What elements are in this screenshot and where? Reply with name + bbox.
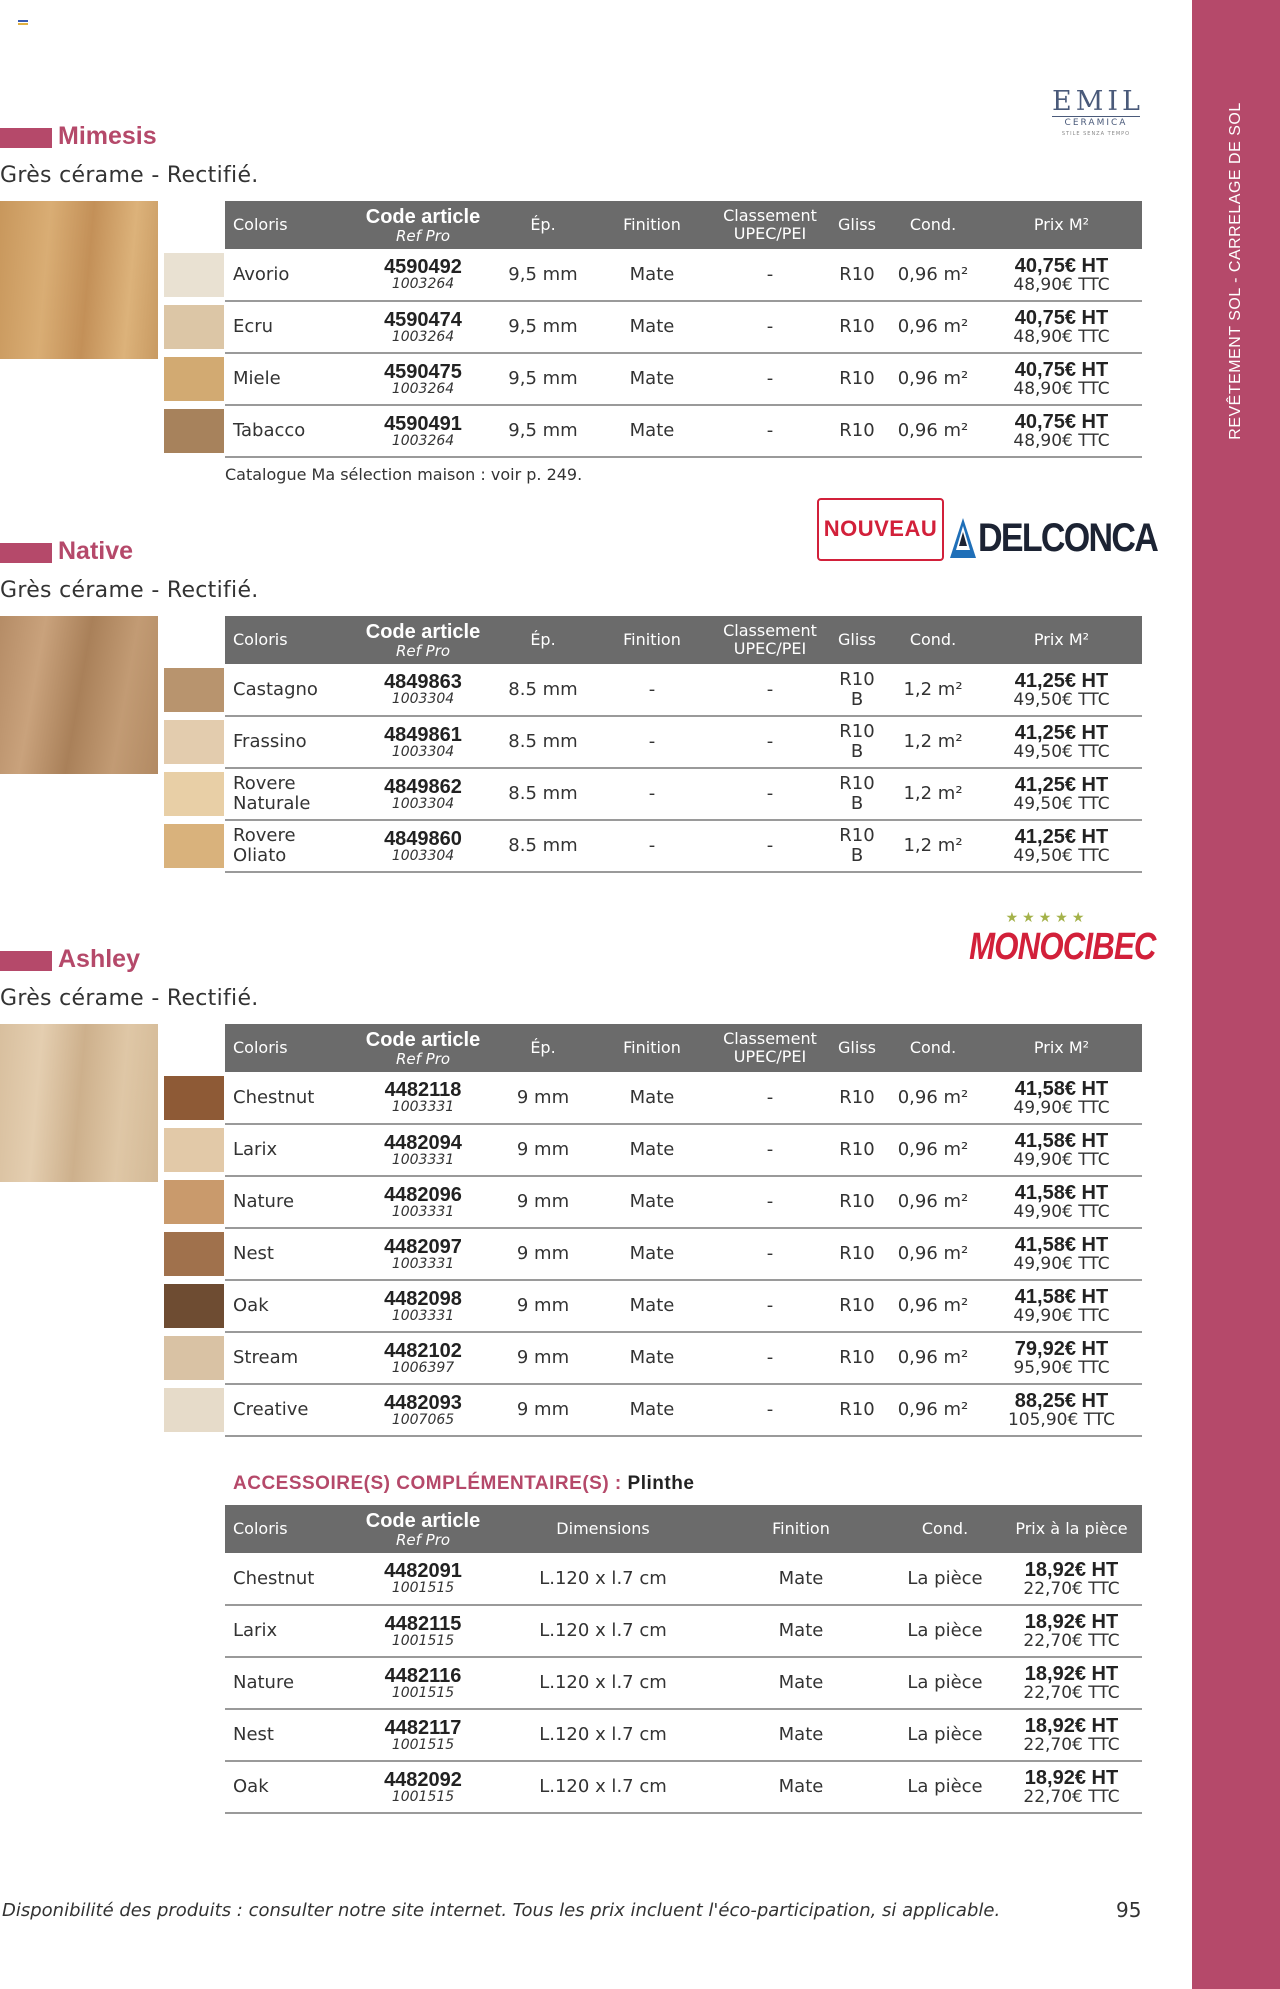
cell-classement: - xyxy=(711,1384,829,1436)
cell-dimensions: L.120 x l.7 cm xyxy=(493,1709,713,1761)
table-row xyxy=(225,1709,1142,1761)
cell-finition: - xyxy=(593,716,711,768)
footer-disclaimer: Disponibilité des produits : consulter notre site internet. Tous les prix incluent l'éco-participation, si applicable. xyxy=(2,1900,1001,1921)
cell-code: 4482097 1003331 xyxy=(353,1228,493,1280)
ashley-table xyxy=(225,1024,1142,1437)
cell-prix: 41,25€ HT 49,50€ TTC xyxy=(981,716,1142,768)
cell-dimensions: L.120 x l.7 cm xyxy=(493,1553,713,1605)
col-prix: Prix M² xyxy=(981,1024,1142,1072)
cell-cond: 1,2 m² xyxy=(885,820,981,872)
color-swatch xyxy=(164,305,224,349)
ashley-subtitle: Grès cérame - Rectifié. xyxy=(0,986,259,1011)
table-row xyxy=(225,1228,1142,1280)
cell-code: 4482118 1003331 xyxy=(353,1072,493,1124)
section-marker xyxy=(0,951,52,971)
cell-dimensions: L.120 x l.7 cm xyxy=(493,1605,713,1657)
cell-finition: Mate xyxy=(593,405,711,457)
cell-prix: 40,75€ HT 48,90€ TTC xyxy=(981,405,1142,457)
cell-ep: 9 mm xyxy=(493,1228,593,1280)
col-classement: Classement UPEC/PEI xyxy=(711,1024,829,1072)
cell-ep: 9 mm xyxy=(493,1280,593,1332)
color-swatch xyxy=(164,824,224,868)
cell-finition: Mate xyxy=(593,1228,711,1280)
cell-code: 4482115 1001515 xyxy=(353,1605,493,1657)
cell-coloris: Rovere Naturale xyxy=(225,768,353,820)
cell-prix: 41,58€ HT 49,90€ TTC xyxy=(981,1228,1142,1280)
cell-prix: 41,58€ HT 49,90€ TTC xyxy=(981,1124,1142,1176)
cell-gliss: R10 xyxy=(829,301,885,353)
cell-cond: La pièce xyxy=(889,1709,1001,1761)
table-row xyxy=(225,820,1142,872)
cell-cond: 0,96 m² xyxy=(885,1280,981,1332)
table-row xyxy=(225,664,1142,716)
monocibec-logo: ★★★★★ MONOCIBEC xyxy=(952,910,1142,969)
col-dimensions: Dimensions xyxy=(493,1505,713,1553)
cell-coloris: Stream xyxy=(225,1332,353,1384)
cell-finition: - xyxy=(593,768,711,820)
cell-cond: 0,96 m² xyxy=(885,353,981,405)
cell-ep: 9,5 mm xyxy=(493,301,593,353)
cell-code: 4849861 1003304 xyxy=(353,716,493,768)
mimesis-subtitle: Grès cérame - Rectifié. xyxy=(0,163,259,188)
cell-finition: Mate xyxy=(713,1709,889,1761)
cell-prix: 40,75€ HT 48,90€ TTC xyxy=(981,301,1142,353)
cell-ep: 9 mm xyxy=(493,1124,593,1176)
cell-prix: 18,92€ HT 22,70€ TTC xyxy=(1001,1605,1142,1657)
col-finition: Finition xyxy=(593,1024,711,1072)
color-swatch xyxy=(164,1180,224,1224)
cell-code: 4482098 1003331 xyxy=(353,1280,493,1332)
cell-coloris: Creative xyxy=(225,1384,353,1436)
table-row xyxy=(225,249,1142,301)
cell-dimensions: L.120 x l.7 cm xyxy=(493,1657,713,1709)
cell-prix: 88,25€ HT 105,90€ TTC xyxy=(981,1384,1142,1436)
cell-finition: Mate xyxy=(593,301,711,353)
cell-finition: - xyxy=(593,664,711,716)
cell-prix: 41,58€ HT 49,90€ TTC xyxy=(981,1176,1142,1228)
cell-classement: - xyxy=(711,664,829,716)
cell-gliss: R10 B xyxy=(829,768,885,820)
color-swatch xyxy=(164,409,224,453)
cell-coloris: Nature xyxy=(225,1176,353,1228)
cell-code: 4849862 1003304 xyxy=(353,768,493,820)
col-cond: Cond. xyxy=(885,201,981,249)
cell-coloris: Oak xyxy=(225,1761,353,1813)
col-coloris: Coloris xyxy=(225,1505,353,1553)
cell-cond: 0,96 m² xyxy=(885,1124,981,1176)
cell-gliss: R10 xyxy=(829,1332,885,1384)
cell-ep: 9 mm xyxy=(493,1176,593,1228)
cell-ep: 9,5 mm xyxy=(493,405,593,457)
cell-coloris: Ecru xyxy=(225,301,353,353)
cell-gliss: R10 B xyxy=(829,716,885,768)
cell-cond: 0,96 m² xyxy=(885,405,981,457)
cell-coloris: Tabacco xyxy=(225,405,353,457)
cell-cond: 0,96 m² xyxy=(885,249,981,301)
cell-finition: Mate xyxy=(593,1072,711,1124)
color-swatch xyxy=(164,1284,224,1328)
cell-finition: Mate xyxy=(713,1761,889,1813)
col-cond: Cond. xyxy=(889,1505,1001,1553)
cell-cond: 0,96 m² xyxy=(885,1384,981,1436)
cell-classement: - xyxy=(711,1280,829,1332)
col-cond: Cond. xyxy=(885,1024,981,1072)
cell-coloris: Oak xyxy=(225,1280,353,1332)
col-ep: Ép. xyxy=(493,201,593,249)
cell-code: 4590491 1003264 xyxy=(353,405,493,457)
table-row xyxy=(225,353,1142,405)
cell-code: 4590475 1003264 xyxy=(353,353,493,405)
cell-code: 4849860 1003304 xyxy=(353,820,493,872)
col-code: Code article Ref Pro xyxy=(353,1505,493,1553)
cell-cond: La pièce xyxy=(889,1605,1001,1657)
cell-code: 4482116 1001515 xyxy=(353,1657,493,1709)
cell-finition: Mate xyxy=(593,1280,711,1332)
cell-coloris: Castagno xyxy=(225,664,353,716)
cell-coloris: Nest xyxy=(225,1709,353,1761)
col-classement: Classement UPEC/PEI xyxy=(711,616,829,664)
native-texture-image xyxy=(0,616,158,774)
cell-prix: 41,25€ HT 49,50€ TTC xyxy=(981,768,1142,820)
cell-cond: 1,2 m² xyxy=(885,716,981,768)
cell-ep: 9,5 mm xyxy=(493,249,593,301)
cell-finition: Mate xyxy=(713,1657,889,1709)
cell-classement: - xyxy=(711,1072,829,1124)
col-ep: Ép. xyxy=(493,616,593,664)
cell-coloris: Avorio xyxy=(225,249,353,301)
cell-gliss: R10 B xyxy=(829,820,885,872)
cell-code: 4590492 1003264 xyxy=(353,249,493,301)
delconca-mark-icon xyxy=(950,518,976,558)
cell-coloris: Chestnut xyxy=(225,1072,353,1124)
mimesis-texture-image xyxy=(0,201,158,359)
delconca-logo: DELCONCA xyxy=(950,516,1189,560)
native-table xyxy=(225,616,1142,873)
cell-cond: La pièce xyxy=(889,1761,1001,1813)
cell-code: 4482091 1001515 xyxy=(353,1553,493,1605)
cell-prix: 41,25€ HT 49,50€ TTC xyxy=(981,664,1142,716)
cell-coloris: Nature xyxy=(225,1657,353,1709)
cell-classement: - xyxy=(711,249,829,301)
cell-finition: Mate xyxy=(593,1384,711,1436)
col-gliss: Gliss xyxy=(829,1024,885,1072)
col-cond: Cond. xyxy=(885,616,981,664)
cell-coloris: Chestnut xyxy=(225,1553,353,1605)
cell-gliss: R10 xyxy=(829,405,885,457)
table-row xyxy=(225,1280,1142,1332)
mimesis-title: Mimesis xyxy=(58,122,157,150)
cell-coloris: Larix xyxy=(225,1124,353,1176)
col-finition: Finition xyxy=(593,201,711,249)
cell-gliss: R10 xyxy=(829,1228,885,1280)
cell-gliss: R10 xyxy=(829,353,885,405)
accessories-table xyxy=(225,1505,1142,1814)
cell-classement: - xyxy=(711,1228,829,1280)
color-swatch xyxy=(164,357,224,401)
cell-classement: - xyxy=(711,1124,829,1176)
cell-classement: - xyxy=(711,353,829,405)
cell-prix: 41,58€ HT 49,90€ TTC xyxy=(981,1072,1142,1124)
table-row xyxy=(225,716,1142,768)
emil-ceramica-logo: EMIL CERAMICA STILE SENZA TEMPO xyxy=(1052,86,1144,137)
cell-gliss: R10 xyxy=(829,249,885,301)
cell-cond: 0,96 m² xyxy=(885,1228,981,1280)
cell-classement: - xyxy=(711,820,829,872)
cell-ep: 8.5 mm xyxy=(493,664,593,716)
col-coloris: Coloris xyxy=(225,616,353,664)
color-swatch xyxy=(164,1388,224,1432)
table-row xyxy=(225,405,1142,457)
cell-cond: 0,96 m² xyxy=(885,301,981,353)
cell-cond: 0,96 m² xyxy=(885,1332,981,1384)
col-prix: Prix M² xyxy=(981,616,1142,664)
cell-finition: Mate xyxy=(593,1332,711,1384)
cell-cond: La pièce xyxy=(889,1657,1001,1709)
cell-ep: 9 mm xyxy=(493,1384,593,1436)
cell-cond: 1,2 m² xyxy=(885,768,981,820)
cell-dimensions: L.120 x l.7 cm xyxy=(493,1761,713,1813)
cell-finition: Mate xyxy=(593,1124,711,1176)
cell-gliss: R10 xyxy=(829,1280,885,1332)
cell-ep: 9 mm xyxy=(493,1332,593,1384)
new-badge: NOUVEAU xyxy=(817,498,944,561)
col-prix: Prix M² xyxy=(981,201,1142,249)
cell-gliss: R10 xyxy=(829,1176,885,1228)
cell-coloris: Larix xyxy=(225,1605,353,1657)
section-marker xyxy=(0,543,52,563)
cell-classement: - xyxy=(711,405,829,457)
color-swatch xyxy=(164,253,224,297)
cell-ep: 9,5 mm xyxy=(493,353,593,405)
native-subtitle: Grès cérame - Rectifié. xyxy=(0,578,259,603)
cell-prix: 18,92€ HT 22,70€ TTC xyxy=(1001,1553,1142,1605)
cell-prix: 41,58€ HT 49,90€ TTC xyxy=(981,1280,1142,1332)
cell-gliss: R10 B xyxy=(829,664,885,716)
table-row xyxy=(225,768,1142,820)
cell-classement: - xyxy=(711,716,829,768)
cell-prix: 40,75€ HT 48,90€ TTC xyxy=(981,353,1142,405)
cell-code: 4482102 1006397 xyxy=(353,1332,493,1384)
cell-coloris: Nest xyxy=(225,1228,353,1280)
table-row xyxy=(225,1384,1142,1436)
col-coloris: Coloris xyxy=(225,1024,353,1072)
cell-coloris: Miele xyxy=(225,353,353,405)
cell-gliss: R10 xyxy=(829,1384,885,1436)
cell-prix: 40,75€ HT 48,90€ TTC xyxy=(981,249,1142,301)
table-row xyxy=(225,1657,1142,1709)
cell-classement: - xyxy=(711,301,829,353)
color-swatch xyxy=(164,720,224,764)
cell-gliss: R10 xyxy=(829,1124,885,1176)
cell-ep: 8.5 mm xyxy=(493,820,593,872)
col-code: Code article Ref Pro xyxy=(353,1024,493,1072)
color-swatch xyxy=(164,1336,224,1380)
cell-ep: 9 mm xyxy=(493,1072,593,1124)
cell-code: 4849863 1003304 xyxy=(353,664,493,716)
cell-code: 4482092 1001515 xyxy=(353,1761,493,1813)
table-row xyxy=(225,1553,1142,1605)
cell-prix: 18,92€ HT 22,70€ TTC xyxy=(1001,1657,1142,1709)
cell-coloris: Rovere Oliato xyxy=(225,820,353,872)
cell-ep: 8.5 mm xyxy=(493,716,593,768)
mimesis-table xyxy=(225,201,1142,458)
corner-mark-icon xyxy=(18,20,28,26)
color-swatch xyxy=(164,1076,224,1120)
cell-cond: La pièce xyxy=(889,1553,1001,1605)
cell-finition: Mate xyxy=(593,353,711,405)
cell-code: 4482117 1001515 xyxy=(353,1709,493,1761)
table-row xyxy=(225,301,1142,353)
cell-cond: 1,2 m² xyxy=(885,664,981,716)
cell-prix: 79,92€ HT 95,90€ TTC xyxy=(981,1332,1142,1384)
cell-ep: 8.5 mm xyxy=(493,768,593,820)
color-swatch xyxy=(164,772,224,816)
col-code: Code article Ref Pro xyxy=(353,201,493,249)
cell-cond: 0,96 m² xyxy=(885,1176,981,1228)
col-code: Code article Ref Pro xyxy=(353,616,493,664)
native-title: Native xyxy=(58,537,134,565)
col-ep: Ép. xyxy=(493,1024,593,1072)
ashley-texture-image xyxy=(0,1024,158,1182)
col-prix-piece: Prix à la pièce xyxy=(1001,1505,1142,1553)
col-finition: Finition xyxy=(713,1505,889,1553)
cell-classement: - xyxy=(711,1176,829,1228)
cell-finition: - xyxy=(593,820,711,872)
table-row xyxy=(225,1124,1142,1176)
cell-coloris: Frassino xyxy=(225,716,353,768)
cell-code: 4482094 1003331 xyxy=(353,1124,493,1176)
rating-stars-icon: ★★★★★ xyxy=(1005,910,1089,926)
page-number: 95 xyxy=(1116,1898,1142,1922)
color-swatch xyxy=(164,1128,224,1172)
cell-code: 4482093 1007065 xyxy=(353,1384,493,1436)
cell-cond: 0,96 m² xyxy=(885,1072,981,1124)
cell-code: 4590474 1003264 xyxy=(353,301,493,353)
side-tab-label: REVÊTEMENT SOL - CARRELAGE DE SOL xyxy=(1227,102,1244,440)
col-gliss: Gliss xyxy=(829,616,885,664)
table-row xyxy=(225,1176,1142,1228)
cell-classement: - xyxy=(711,768,829,820)
cell-finition: Mate xyxy=(593,1176,711,1228)
table-row xyxy=(225,1332,1142,1384)
col-gliss: Gliss xyxy=(829,201,885,249)
color-swatch xyxy=(164,668,224,712)
accessories-title: ACCESSOIRE(S) COMPLÉMENTAIRE(S) : Plinthe xyxy=(233,1473,695,1494)
table-row xyxy=(225,1072,1142,1124)
cell-finition: Mate xyxy=(593,249,711,301)
section-marker xyxy=(0,128,52,148)
cell-prix: 18,92€ HT 22,70€ TTC xyxy=(1001,1709,1142,1761)
catalogue-note: Catalogue Ma sélection maison : voir p. 249. xyxy=(225,465,583,484)
color-swatch xyxy=(164,1232,224,1276)
col-finition: Finition xyxy=(593,616,711,664)
cell-finition: Mate xyxy=(713,1605,889,1657)
cell-prix: 18,92€ HT 22,70€ TTC xyxy=(1001,1761,1142,1813)
table-row xyxy=(225,1761,1142,1813)
table-row xyxy=(225,1605,1142,1657)
cell-prix: 41,25€ HT 49,50€ TTC xyxy=(981,820,1142,872)
ashley-title: Ashley xyxy=(58,945,140,973)
cell-classement: - xyxy=(711,1332,829,1384)
col-classement: Classement UPEC/PEI xyxy=(711,201,829,249)
col-coloris: Coloris xyxy=(225,201,353,249)
cell-finition: Mate xyxy=(713,1553,889,1605)
cell-gliss: R10 xyxy=(829,1072,885,1124)
cell-code: 4482096 1003331 xyxy=(353,1176,493,1228)
